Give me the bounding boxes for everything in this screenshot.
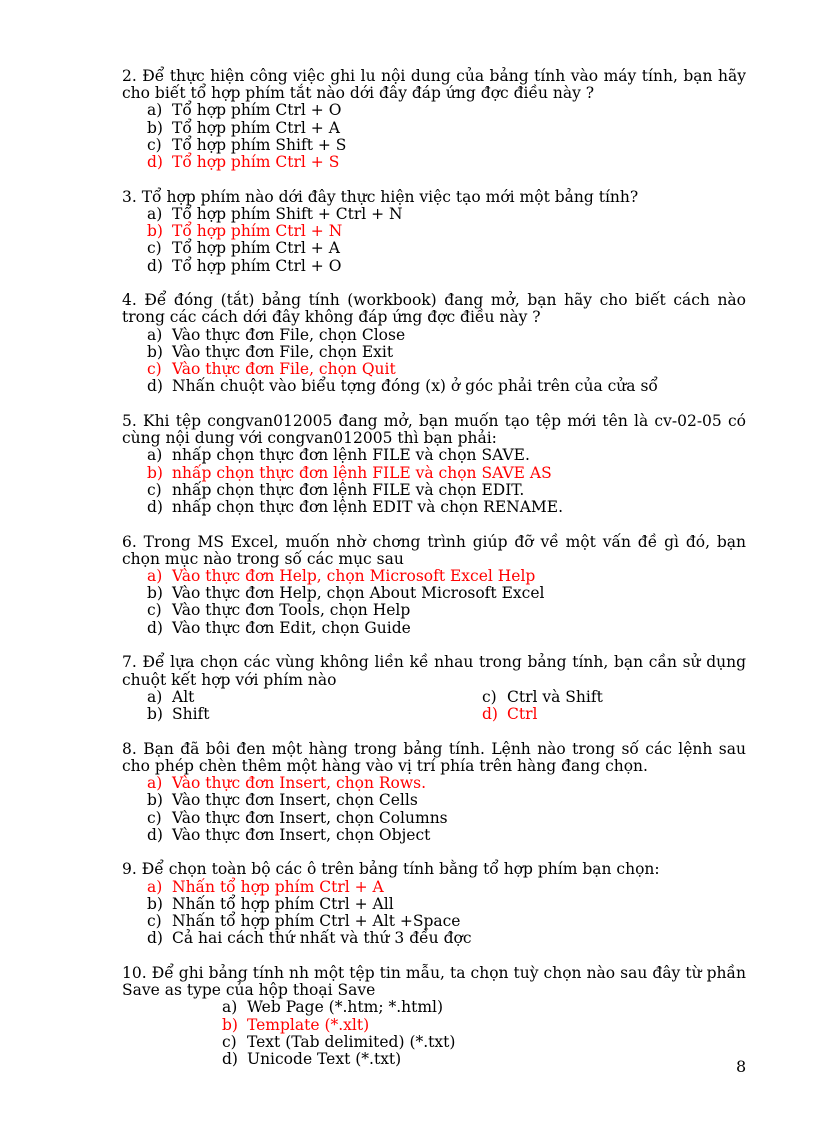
option-b — [147, 120, 746, 137]
option-list — [122, 327, 746, 396]
option-text: nhấp chọn thực đơn lệnh FILE và chọn SAVE. — [172, 446, 530, 465]
question-stem: 9. Để chọn toàn bộ các ô trên bảng tính bằng tổ hợp phím bạn chọn: — [122, 860, 660, 879]
question-stem: 4. Để đóng (tắt) bảng tính (workbook) đang mở, bạn hãy cho biết cách nào trong các cách dới đây không đáp ứng đợc điều này ? — [122, 291, 746, 327]
option-d — [147, 499, 746, 516]
option-a — [222, 999, 746, 1016]
option-a — [147, 689, 482, 706]
option-label: b) — [147, 118, 163, 137]
option-a — [147, 447, 746, 464]
option-text: Web Page (*.htm; *.html) — [247, 998, 444, 1017]
option-a — [147, 327, 746, 344]
option-a-correct — [147, 879, 746, 896]
option-d — [147, 930, 746, 947]
option-b — [147, 344, 746, 361]
option-text: Vào thực đơn Edit, chọn Guide — [172, 618, 411, 637]
question-stem: 2. Để thực hiện công việc ghi lu nội dung của bảng tính vào máy tính, bạn hãy cho biết tổ hợp phím tắt nào dới đây đáp ứng đợc điều này ? — [122, 67, 746, 103]
question-stem: 10. Để ghi bảng tính nh một tệp tin mẫu, ta chọn tuỳ chọn nào sau đây từ phần Save as type của hộp thoại Save — [122, 963, 746, 1000]
option-text: Nhấn chuột vào biểu tợng đóng (x) ở góc phải trên của cửa sổ — [172, 377, 658, 396]
option-label: d) — [222, 1049, 238, 1068]
question-stem: 6. Trong MS Excel, muốn nhờ chơng trình giúp đỡ về một vấn đề gì đó, bạn chọn mục nào trong số các mục sau — [122, 532, 746, 568]
option-label: c) — [147, 808, 162, 827]
option-text: Tổ hợp phím Ctrl + O — [172, 256, 342, 275]
option-label: d) — [147, 929, 163, 948]
option-d — [147, 620, 746, 637]
option-text: Ctrl và Shift — [507, 687, 603, 706]
option-label: d) — [147, 153, 163, 172]
option-label: a) — [147, 446, 163, 465]
option-label: b) — [147, 705, 163, 723]
option-list — [122, 206, 746, 275]
option-a — [147, 102, 746, 119]
question-stem: 3. Tổ hợp phím nào dới đây thực hiện việc tạo mới một bảng tính? — [122, 187, 639, 206]
option-label: b) — [147, 791, 163, 810]
option-grid — [122, 689, 746, 723]
option-label: c) — [147, 601, 162, 620]
option-b-correct — [147, 465, 746, 482]
option-list — [122, 568, 746, 637]
question-9 — [122, 861, 746, 947]
option-text: Vào thực đơn Help, chọn Microsoft Excel Help — [172, 567, 536, 586]
option-c — [482, 689, 746, 706]
page-number: 8 — [736, 1057, 747, 1076]
option-c — [147, 602, 746, 619]
question-10 — [122, 965, 746, 1068]
option-text: nhấp chọn thực đơn lệnh EDIT và chọn RENAME. — [172, 497, 564, 516]
question-stem: 8. Bạn đã bôi đen một hàng trong bảng tính. Lệnh nào trong số các lệnh sau cho phép chèn thêm một hàng vào vị trí phía trên hàng đang chọn. — [122, 739, 746, 775]
option-label: c) — [222, 1032, 237, 1051]
option-label: a) — [147, 567, 163, 586]
option-b-correct — [222, 1017, 746, 1034]
option-label: d) — [147, 825, 163, 844]
option-text: Tổ hợp phím Ctrl + A — [172, 118, 340, 137]
option-text: Vào thực đơn Tools, chọn Help — [172, 601, 411, 620]
option-text: Ctrl — [507, 705, 538, 723]
option-text: Vào thực đơn File, chọn Quit — [172, 360, 396, 379]
question-8 — [122, 741, 746, 844]
question-2 — [122, 68, 746, 171]
question-3 — [122, 189, 746, 275]
question-stem: 7. Để lựa chọn các vùng không liền kề nhau trong bảng tính, bạn cần sử dụng chuột kết hợp với phím nào — [122, 653, 746, 689]
option-text: Unicode Text (*.txt) — [247, 1049, 402, 1068]
question-stem: 5. Khi tệp congvan012005 đang mở, bạn muốn tạo tệp mới tên là cv-02-05 có cùng nội dung với congvan012005 thì bạn phải: — [122, 411, 746, 448]
question-7 — [122, 654, 746, 723]
option-label: d) — [147, 377, 163, 396]
question-5 — [122, 413, 746, 516]
option-label: a) — [147, 687, 163, 706]
option-d — [222, 1051, 746, 1068]
option-label: d) — [147, 618, 163, 637]
option-text: Vào thực đơn File, chọn Close — [172, 325, 406, 344]
option-list — [122, 447, 746, 516]
option-text: Text (Tab delimited) (*.txt) — [247, 1032, 456, 1051]
option-b — [147, 896, 746, 913]
option-label: d) — [147, 497, 163, 516]
question-6 — [122, 534, 746, 637]
option-text: Nhấn tổ hợp phím Ctrl + A — [172, 877, 384, 896]
option-list — [122, 879, 746, 948]
option-text: Shift — [172, 705, 210, 723]
option-text: Vào thực đơn File, chọn Exit — [172, 342, 394, 361]
option-label: a) — [147, 774, 163, 793]
option-label: a) — [147, 204, 163, 223]
option-c-correct — [147, 361, 746, 378]
option-label: a) — [147, 325, 163, 344]
question-list — [122, 68, 746, 1086]
option-label: c) — [147, 239, 162, 258]
option-d — [147, 258, 746, 275]
option-text: Nhấn tổ hợp phím Ctrl + Alt +Space — [172, 912, 461, 931]
option-a-correct — [147, 568, 746, 585]
option-label: a) — [222, 998, 238, 1017]
option-label: c) — [147, 135, 162, 154]
option-text: Template (*.xlt) — [247, 1015, 370, 1034]
option-text: Tổ hợp phím Ctrl + S — [172, 153, 340, 172]
option-d-correct — [147, 154, 746, 171]
option-c — [222, 1034, 746, 1051]
option-a — [147, 206, 746, 223]
option-c — [147, 137, 746, 154]
option-label: b) — [222, 1015, 238, 1034]
option-label: a) — [147, 101, 163, 120]
option-text: Vào thực đơn Insert, chọn Object — [172, 825, 431, 844]
option-text: Vào thực đơn Insert, chọn Rows. — [172, 774, 427, 793]
option-text: Tổ hợp phím Shift + Ctrl + N — [172, 204, 403, 223]
option-label: d) — [147, 256, 163, 275]
option-list — [122, 999, 746, 1068]
option-text: Vào thực đơn Help, chọn About Microsoft Excel — [172, 584, 545, 603]
option-text: Cả hai cách thứ nhất và thứ 3 đều đợc — [172, 929, 472, 948]
option-list — [122, 775, 746, 844]
option-d-correct — [482, 706, 746, 723]
option-list — [122, 102, 746, 171]
option-text: Tổ hợp phím Ctrl + A — [172, 239, 340, 258]
option-c — [147, 240, 746, 257]
option-text: Vào thực đơn Insert, chọn Cells — [172, 791, 418, 810]
option-a-correct — [147, 775, 746, 792]
option-text: Nhấn tổ hợp phím Ctrl + All — [172, 894, 394, 913]
option-b — [147, 706, 482, 723]
option-label: b) — [147, 894, 163, 913]
option-text: Tổ hợp phím Ctrl + N — [172, 222, 343, 241]
option-text: Alt — [172, 687, 195, 706]
option-b-correct — [147, 223, 746, 240]
option-c — [147, 913, 746, 930]
option-label: c) — [147, 480, 162, 499]
option-label: b) — [147, 222, 163, 241]
option-label: c) — [147, 360, 162, 379]
question-4 — [122, 292, 746, 395]
option-text: nhấp chọn thực đơn lệnh FILE và chọn EDIT. — [172, 480, 525, 499]
option-label: d) — [482, 705, 498, 723]
option-text: Tổ hợp phím Ctrl + O — [172, 101, 342, 120]
option-d — [147, 378, 746, 395]
option-text: nhấp chọn thực đơn lệnh FILE và chọn SAVE AS — [172, 463, 552, 482]
option-b — [147, 585, 746, 602]
option-text: Tổ hợp phím Shift + S — [172, 135, 347, 154]
option-text: Vào thực đơn Insert, chọn Columns — [172, 808, 448, 827]
option-label: b) — [147, 342, 163, 361]
option-label: b) — [147, 584, 163, 603]
option-label: a) — [147, 877, 163, 896]
option-label: c) — [482, 687, 497, 706]
option-b — [147, 792, 746, 809]
option-c — [147, 810, 746, 827]
option-label: c) — [147, 912, 162, 931]
option-label: b) — [147, 463, 163, 482]
option-d — [147, 827, 746, 844]
option-c — [147, 482, 746, 499]
